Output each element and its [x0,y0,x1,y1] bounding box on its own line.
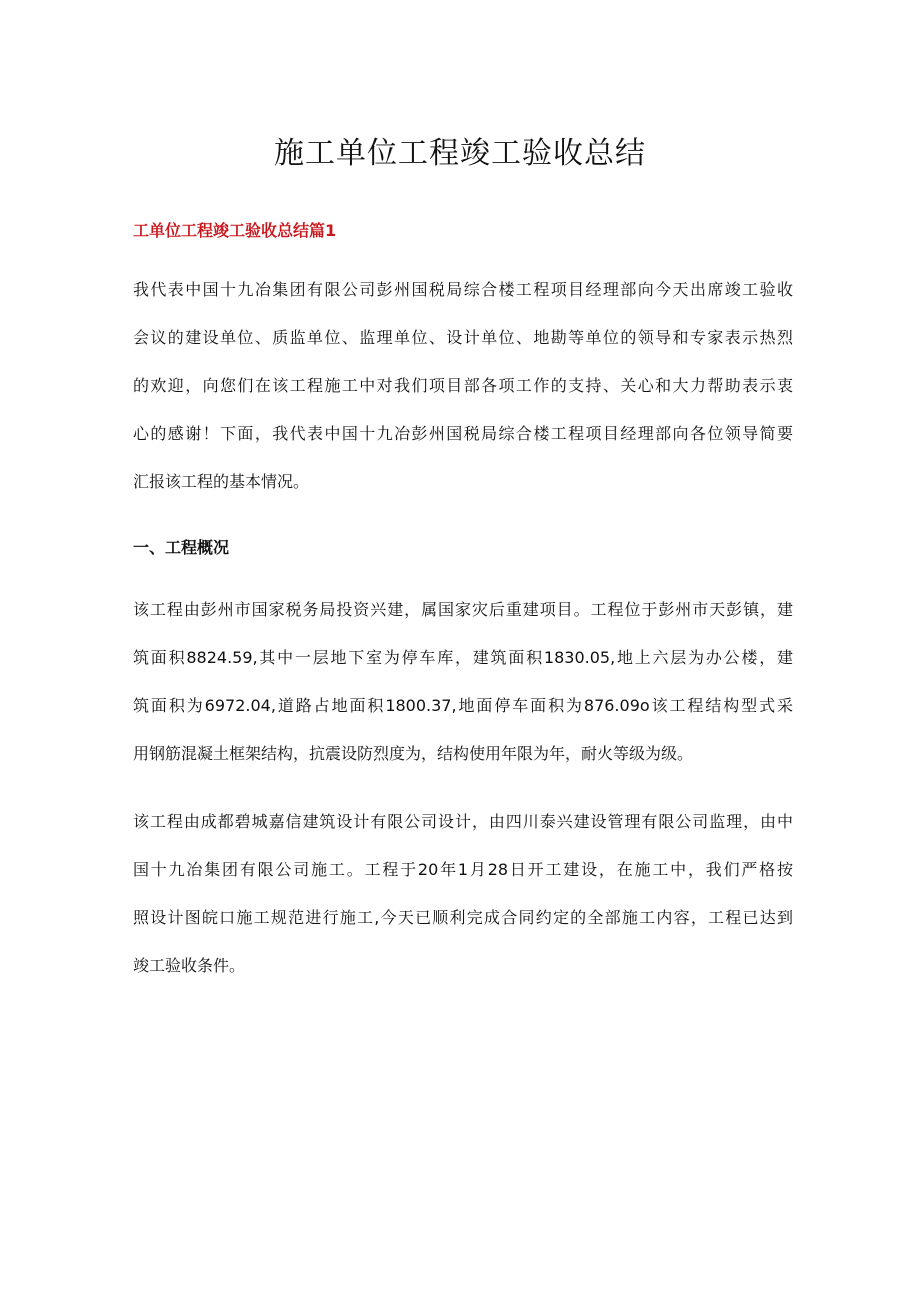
paragraph-line: 用钢筋混凝土框架结构，抗震设防烈度为，结构使用年限为年，耐火等级为级。 [133,744,694,763]
paragraph-line: 该工程由成都碧城嘉信建筑设计有限公司设计，由四川泰兴建设管理有限公司监理，由中 [133,812,793,831]
paragraph-line: 筑面积为6972.04,道路占地面积1800.37,地面停车面积为876.09o该工程结构型式采 [133,696,793,715]
overview-paragraph [133,586,793,778]
intro-paragraph [133,266,793,506]
paragraph-line: 筑面积8824.59,其中一层地下室为停车库，建筑面积1830.05,地上六层为办公楼，建 [133,648,793,667]
paragraph-line: 该工程由彭州市国家税务局投资兴建，属国家灾后重建项目。工程位于彭州市天彭镇，建 [133,600,793,619]
paragraph-line: 的欢迎，向您们在该工程施工中对我们项目部各项工作的支持、关心和大力帮助表示衷 [133,376,793,395]
section-subtitle: 工单位工程竣工验收总结篇1 [133,221,337,240]
paragraph-line: 心的感谢！下面，我代表中国十九冶彭州国税局综合楼工程项目经理部向各位领导简要 [133,424,793,443]
paragraph-line: 汇报该工程的基本情况。 [133,472,310,491]
design-paragraph [133,798,793,990]
paragraph-line: 国十九冶集团有限公司施工。工程于20年1月28日开工建设，在施工中，我们严格按 [133,860,793,879]
paragraph-line: 照设计图皖口施工规范进行施工,今天已顺利完成合同约定的全部施工内容，工程已达到 [133,908,793,927]
paragraph-line: 我代表中国十九冶集团有限公司彭州国税局综合楼工程项目经理部向今天出席竣工验收 [133,280,793,299]
paragraph-line: 竣工验收条件。 [133,956,246,975]
paragraph-line: 会议的建设单位、质监单位、监理单位、设计单位、地勘等单位的领导和专家表示热烈 [133,328,793,347]
section-heading-overview: 一、工程概况 [133,538,230,557]
document-title: 施工单位工程竣工验收总结 [274,136,646,171]
